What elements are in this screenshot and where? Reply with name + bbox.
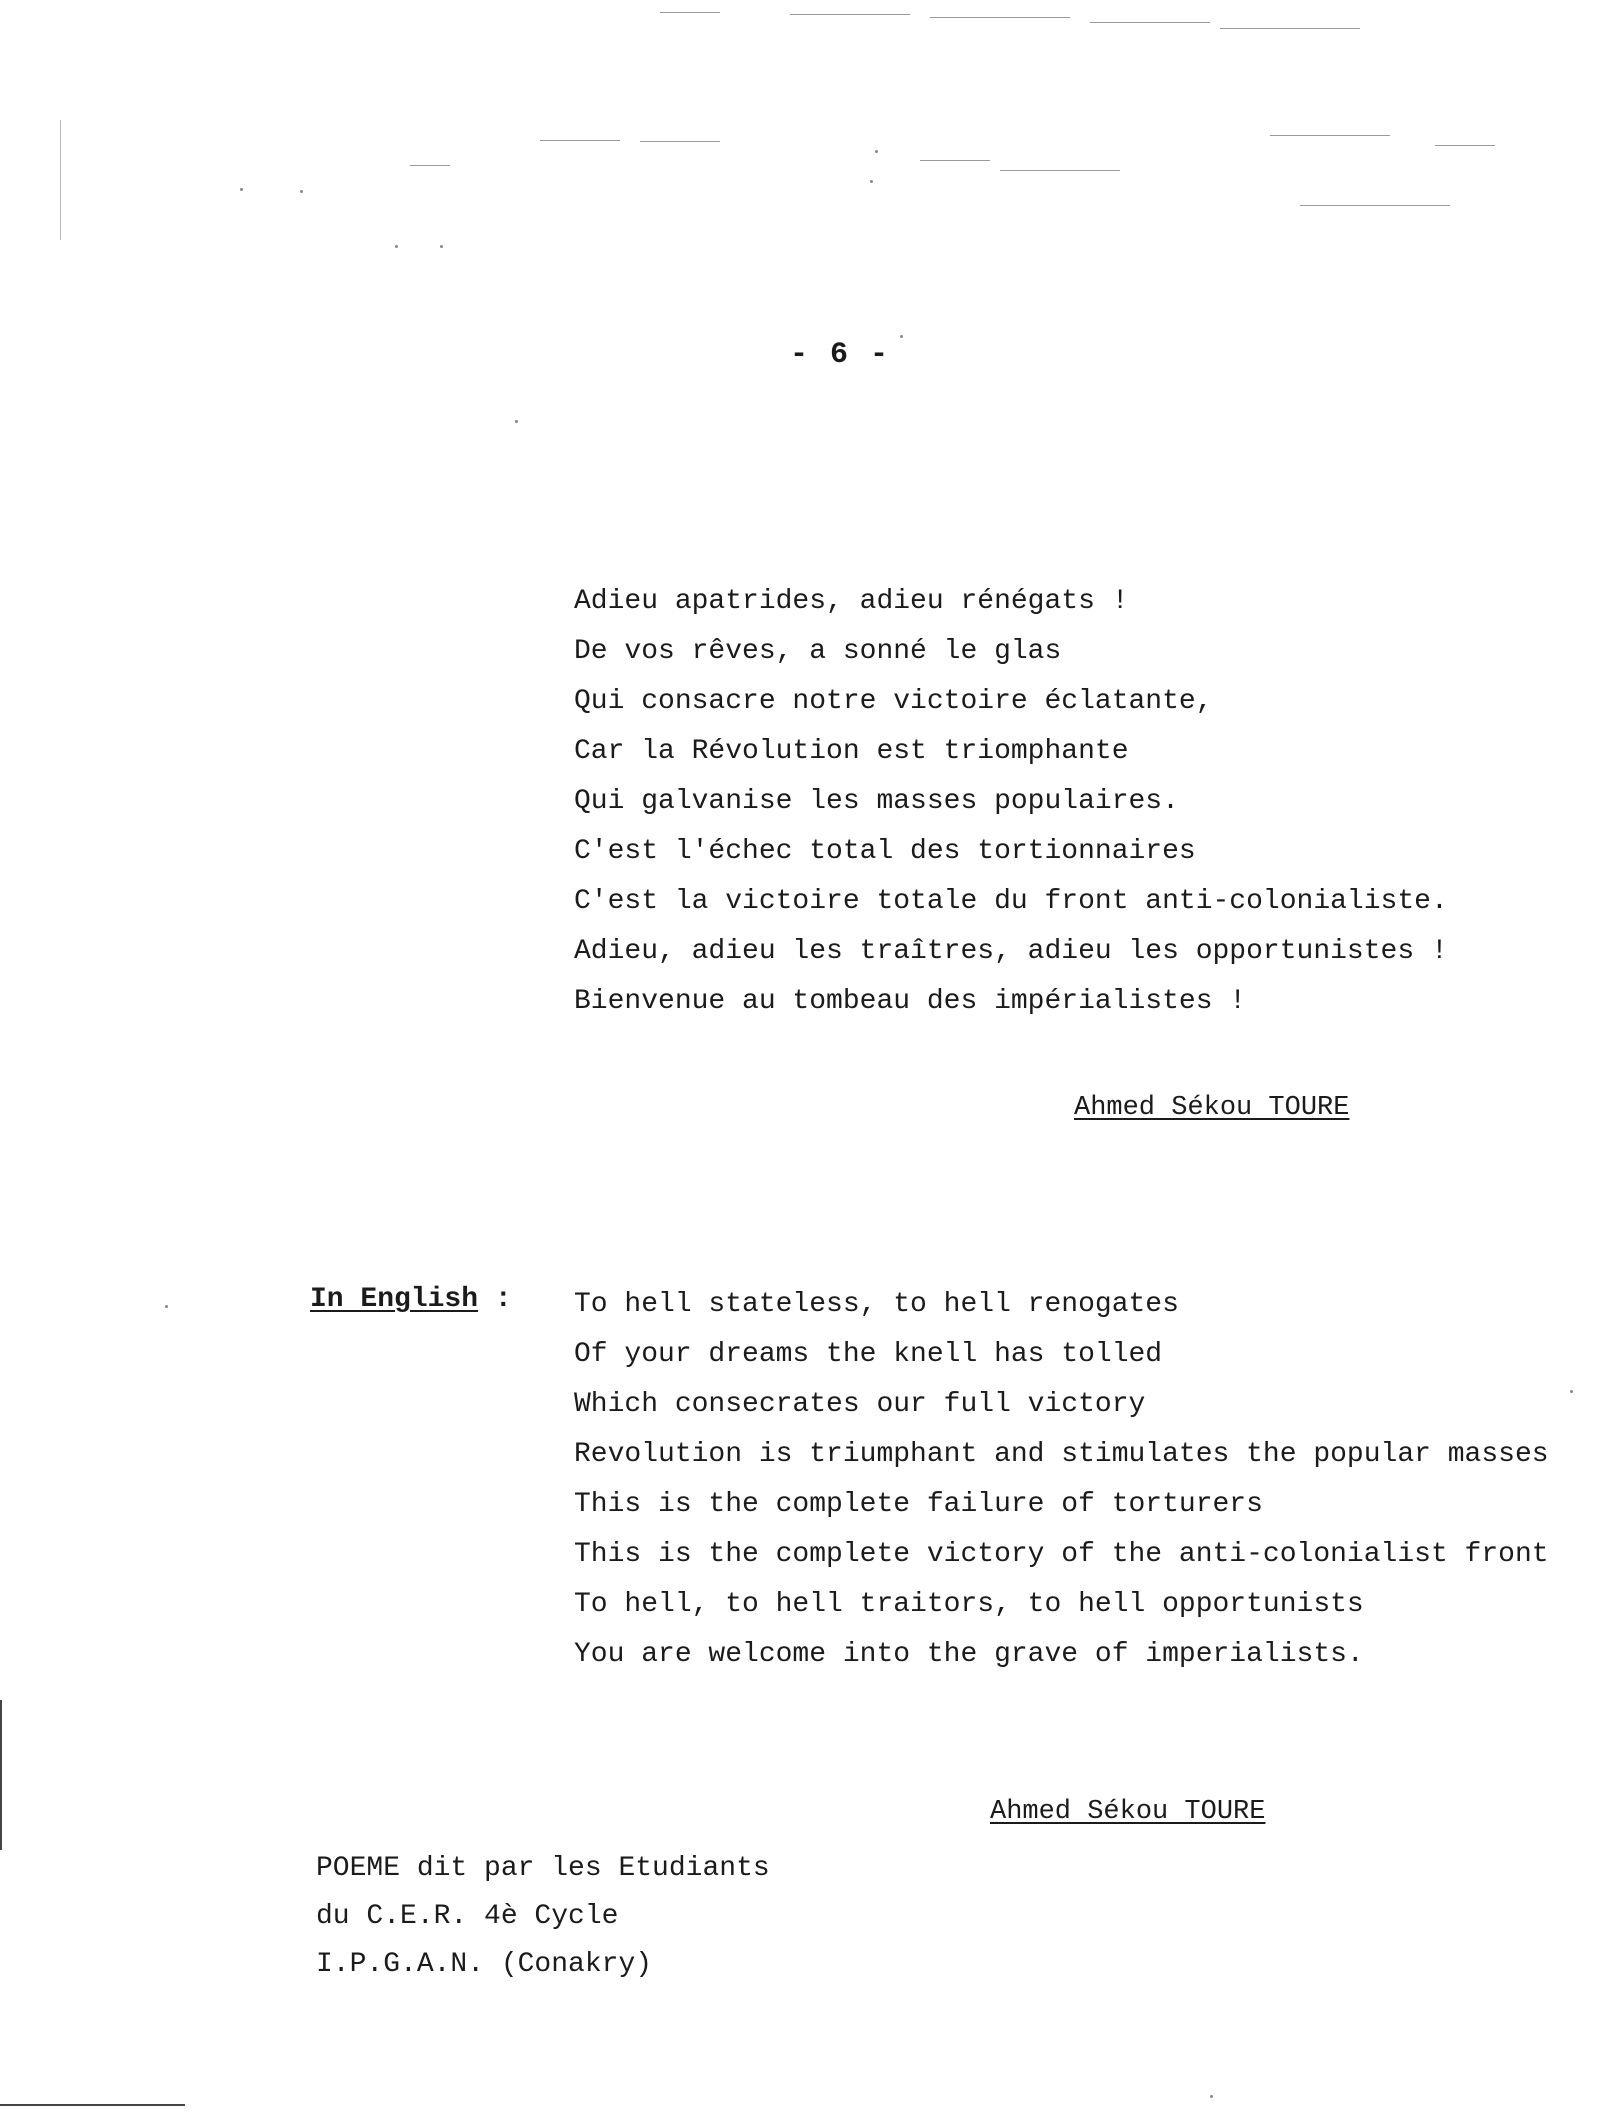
footer-line: POEME dit par les Etudiants bbox=[316, 1853, 770, 1884]
poem-line: This is the complete failure of torturers bbox=[574, 1489, 1263, 1520]
scan-speck bbox=[540, 140, 620, 141]
scan-dot bbox=[1210, 2095, 1213, 2098]
scan-dot bbox=[165, 1305, 168, 1308]
scan-speck bbox=[1000, 170, 1120, 171]
scan-dot bbox=[515, 420, 518, 423]
scan-speck bbox=[930, 17, 1070, 18]
footer-credit bbox=[316, 1845, 770, 1989]
poem-line: You are welcome into the grave of imperialists. bbox=[574, 1639, 1364, 1670]
poem-line: C'est l'échec total des tortionnaires bbox=[574, 836, 1196, 867]
scan-speck bbox=[1300, 205, 1450, 206]
english-label bbox=[310, 1284, 512, 1315]
scan-dot bbox=[395, 245, 398, 248]
scan-dot bbox=[440, 245, 443, 248]
scan-speck bbox=[410, 165, 450, 166]
poem-line: Adieu apatrides, adieu rénégats ! bbox=[574, 586, 1129, 617]
poem-line: De vos rêves, a sonné le glas bbox=[574, 636, 1062, 667]
scan-dot bbox=[875, 150, 878, 153]
english-label-colon: : bbox=[478, 1284, 512, 1315]
page-number: - 6 - bbox=[790, 338, 891, 372]
poem-french bbox=[574, 577, 1448, 1027]
signature-english: Ahmed Sékou TOURE bbox=[990, 1797, 1266, 1827]
poem-line: This is the complete victory of the anti-colonialist front bbox=[574, 1539, 1549, 1570]
scan-bottom-line bbox=[0, 2104, 185, 2106]
poem-line: Of your dreams the knell has tolled bbox=[574, 1339, 1163, 1370]
signature-french: Ahmed Sékou TOURE bbox=[1074, 1093, 1350, 1123]
scan-dot bbox=[300, 190, 303, 193]
scan-dot bbox=[1570, 1390, 1573, 1393]
poem-line: Which consecrates our full victory bbox=[574, 1389, 1146, 1420]
scan-left-tick bbox=[60, 120, 61, 240]
poem-line: C'est la victoire totale du front anti-colonialiste. bbox=[574, 886, 1448, 917]
scan-speck bbox=[1270, 135, 1390, 136]
scan-speck bbox=[660, 12, 720, 13]
poem-english bbox=[574, 1280, 1549, 1680]
scan-speck bbox=[1435, 145, 1495, 146]
scan-speck bbox=[920, 160, 990, 161]
footer-line: du C.E.R. 4è Cycle bbox=[316, 1901, 619, 1932]
poem-line: Bienvenue au tombeau des impérialistes ! bbox=[574, 986, 1247, 1017]
scan-dot bbox=[240, 188, 243, 191]
poem-line: To hell, to hell traitors, to hell opportunists bbox=[574, 1589, 1364, 1620]
scan-speck bbox=[1220, 28, 1360, 29]
poem-line: Qui consacre notre victoire éclatante, bbox=[574, 686, 1213, 717]
poem-line: Qui galvanise les masses populaires. bbox=[574, 786, 1179, 817]
footer-line: I.P.G.A.N. (Conakry) bbox=[316, 1949, 653, 1980]
poem-line: Adieu, adieu les traîtres, adieu les opportunistes ! bbox=[574, 936, 1448, 967]
poem-line: Revolution is triumphant and stimulates the popular masses bbox=[574, 1439, 1549, 1470]
scan-dot bbox=[900, 335, 903, 338]
english-label-text: In English bbox=[310, 1284, 479, 1315]
scan-speck bbox=[640, 141, 720, 142]
scan-speck bbox=[1090, 22, 1210, 23]
poem-line: Car la Révolution est triomphante bbox=[574, 736, 1129, 767]
scan-speck bbox=[790, 14, 910, 15]
scan-dot bbox=[870, 180, 873, 183]
poem-line: To hell stateless, to hell renogates bbox=[574, 1289, 1179, 1320]
scan-left-margin-line bbox=[0, 1700, 2, 1850]
